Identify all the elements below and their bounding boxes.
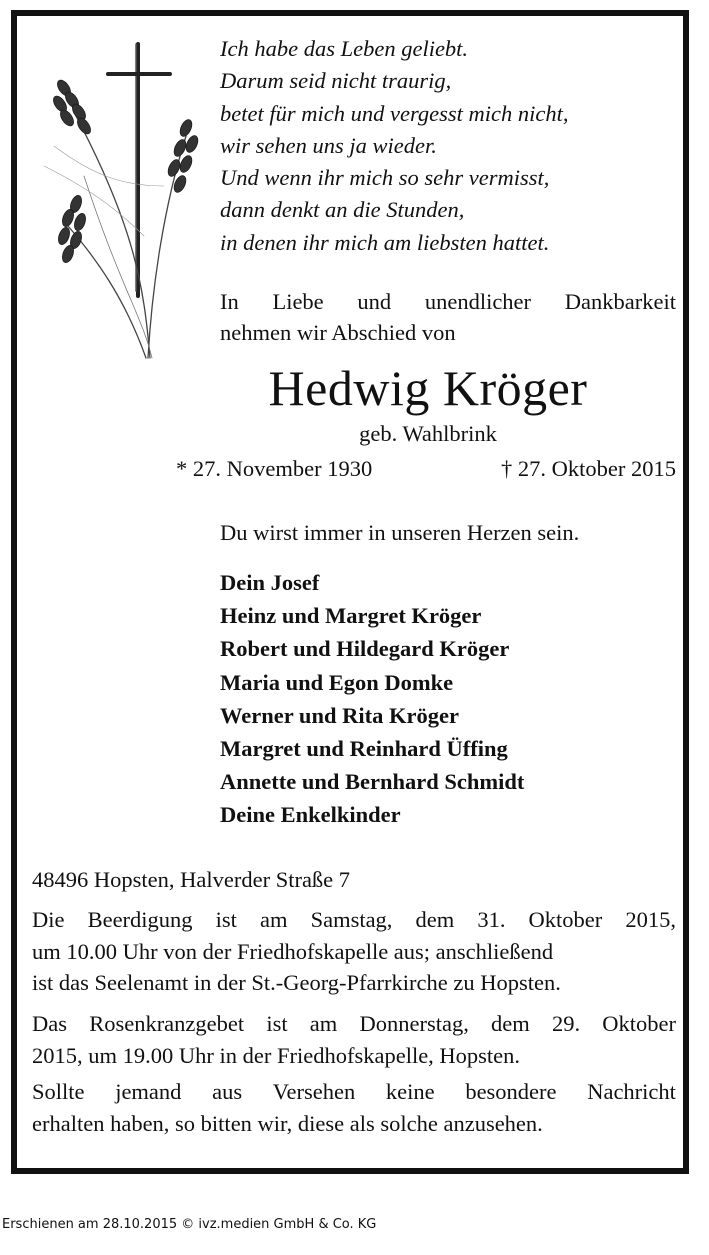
mourner: Annette und Bernhard Schmidt [220,769,525,795]
publication-footer: Erschienen am 28.10.2015 © ivz.medien GmbH & Co. KG [2,1217,377,1232]
poem [220,33,680,259]
word: aus [212,1079,243,1104]
word: keine [385,1079,435,1104]
birth-date: * 27. November 1930 [176,456,373,481]
intro-line-2: nehmen wir Abschied von [220,320,456,345]
notice-line-1 [32,1076,676,1108]
funeral-line-3: ist das Seelenamt in der St.-Georg-Pfarrkirche zu Hopsten. [32,970,561,995]
word: dem [491,1011,530,1036]
rosary-line-1 [32,1008,676,1040]
word: Beerdigung [87,907,193,932]
deceased-name: Hedwig Kröger [268,360,588,416]
mourner: Deine Enkelkinder [220,802,401,828]
word: und [357,289,392,314]
word: Rosenkranzgebet [89,1011,245,1036]
poem-line: Und wenn ihr mich so sehr vermisst, [220,165,550,191]
word: Sollte [32,1079,85,1104]
mourner: Dein Josef [220,570,320,595]
word: 2015, [625,907,676,932]
word: 31. [477,907,506,932]
word: besondere [465,1079,557,1104]
mourner: Robert und Hildegard Kröger [220,636,510,662]
word: Donnerstag, [359,1011,469,1036]
mourner: Werner und Rita Kröger [220,702,459,728]
word: 29. [551,1011,581,1036]
funeral-paragraph [32,904,676,999]
mourner: Heinz und Margret Kröger [220,603,482,629]
word: dem [415,907,455,932]
intro-line-1 [220,286,676,317]
word: Oktober [528,907,603,932]
poem-line: wir sehen uns ja wieder. [220,132,437,158]
address-line: 48496 Hopsten, Halverder Straße 7 [32,867,351,892]
word: Samstag, [310,907,393,932]
word: In [220,289,239,314]
death-date: † 27. Oktober 2015 [501,456,676,481]
word: jemand [115,1079,182,1104]
maiden-name: geb. Wahlbrink [359,421,497,446]
word: am [309,1011,338,1036]
word: Das [32,1011,67,1036]
word: Oktober [602,1011,676,1036]
rosary-line-2: 2015, um 19.00 Uhr in der Friedhofskapelle, Hopsten. [32,1042,521,1068]
notice-paragraph [32,1076,676,1139]
word: Nachricht [587,1079,676,1104]
mourners-list [220,566,680,832]
notice-line-2: erhalten haben, so bitten wir, diese als solche anzusehen. [32,1110,543,1136]
motto: Du wirst immer in unseren Herzen sein. [220,520,580,545]
poem-line: betet für mich und vergesst mich nicht, [220,100,569,126]
intro-text [220,286,676,348]
funeral-line-1 [32,904,676,936]
rosary-paragraph [32,1008,676,1071]
poem-line: in denen ihr mich am liebsten hattet. [220,229,550,255]
word: Liebe [272,289,324,314]
mourner: Maria und Egon Domke [220,669,454,695]
life-dates [176,454,676,484]
word: Dankbarkeit [564,289,676,314]
poem-line: Ich habe das Leben geliebt. [220,36,469,61]
word: ist [215,907,237,932]
word: unendlicher [424,289,532,314]
word: ist [266,1011,288,1036]
mourner: Margret und Reinhard Üffing [220,736,508,762]
word: Versehen [272,1079,356,1104]
poem-line: dann denkt an die Stunden, [220,197,465,223]
cross-with-wheat-icon [24,36,214,366]
word: Die [32,907,65,932]
address [32,864,676,896]
poem-line: Darum seid nicht traurig, [220,68,452,94]
word: am [259,907,288,932]
funeral-line-2: um 10.00 Uhr von der Friedhofskapelle aus; anschließend [32,938,554,964]
